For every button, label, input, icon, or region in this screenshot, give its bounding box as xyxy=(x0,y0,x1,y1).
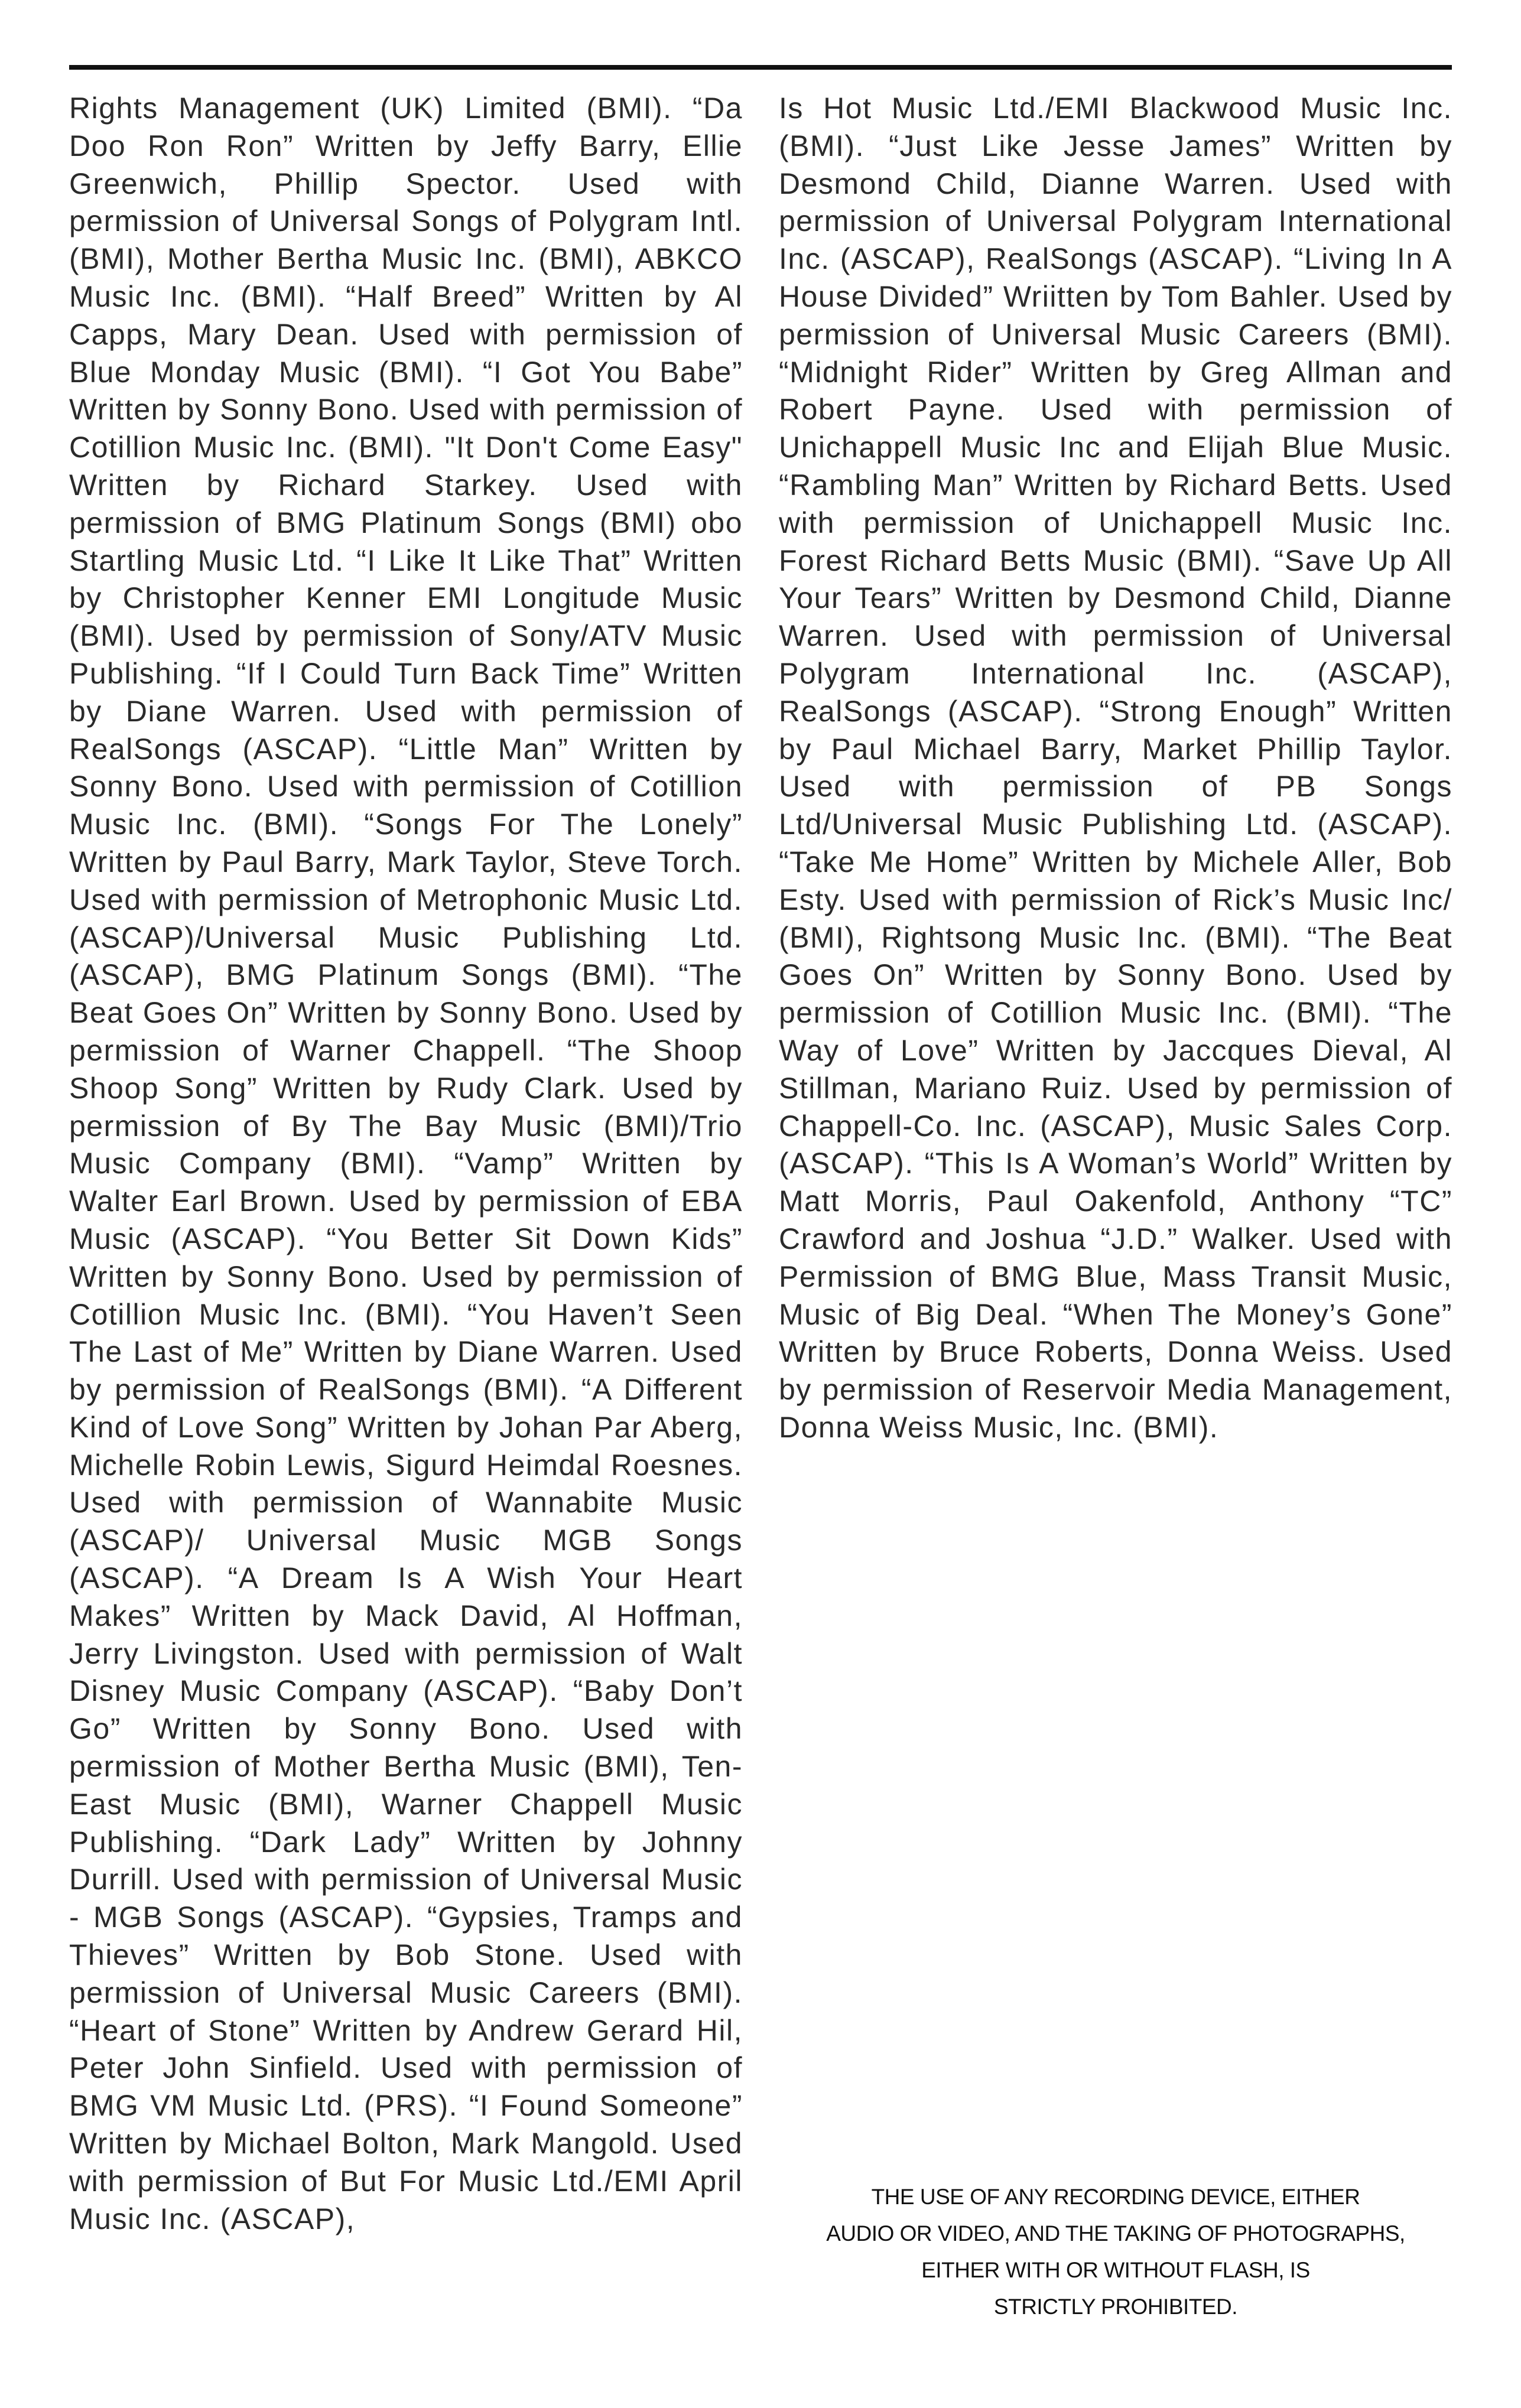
notice-line-2: AUDIO OR VIDEO, AND THE TAKING OF PHOTOGRAPHS, xyxy=(826,2221,1405,2246)
notice-line-3: EITHER WITH OR WITHOUT FLASH, IS xyxy=(921,2258,1310,2282)
credits-right-column: Is Hot Music Ltd./EMI Blackwood Music Inc. (BMI). “Just Like Jesse James” Written by Desmond Child, Dianne Warren. Used with permission of Universal Polygram International Inc. (ASCAP), RealSongs (ASCAP). “Living In A House Divided” Wriitten by Tom Bahler. Used by permission of Universal Music Careers (BMI). “Midnight Rider” Written by Greg Allman and Robert Payne. Used with permission of Unichappell Music Inc and Elijah Blue Music. “Rambling Man” Written by Richard Betts. Used with permission of Unichappell Music Inc. Forest Richard Betts Music (BMI). “Save Up All Your Tears” Written by Desmond Child, Dianne Warren. Used with permission of Universal Polygram International Inc. (ASCAP), RealSongs (ASCAP). “Strong Enough” Written by Paul Michael Barry, Market Phillip Taylor. Used with permission of PB Songs Ltd/Universal Music Publishing Ltd. (ASCAP). “Take Me Home” Written by Michele Aller, Bob Esty. Used with permission of Rick’s Music Inc/ (BMI), Rightsong Music Inc. (BMI). “The Beat Goes On” Written by Sonny Bono. Used by permission of Cotillion Music Inc. (BMI). “The Way of Love” Written by Jaccques Dieval, Al Stillman, Mariano Ruiz. Used by permission of Chappell-Co. Inc. (ASCAP), Music Sales Corp. (ASCAP). “This Is A Woman’s World” Written by Matt Morris, Paul Oakenfold, Anthony “TC” Crawford and Joshua “J.D.” Walker. Used with Permission of BMG Blue, Mass Transit Music, Music of Big Deal. “When The Money’s Gone” Written by Bruce Roberts, Donna Weiss. Used by permission of Reservoir Media Management, Donna Weiss Music, Inc. (BMI). xyxy=(779,92,1452,1444)
top-divider-rule xyxy=(69,65,1452,70)
notice-line-4: STRICTLY PROHIBITED. xyxy=(993,2295,1238,2319)
notice-line-1: THE USE OF ANY RECORDING DEVICE, EITHER xyxy=(871,2185,1360,2209)
recording-prohibited-notice xyxy=(779,2179,1452,2325)
credits-left-column: Rights Management (UK) Limited (BMI). “Da Doo Ron Ron” Written by Jeffy Barry, Ellie Greenwich, Phillip Spector. Used with permission of Universal Songs of Polygram Intl. (BMI), Mother Bertha Music Inc. (BMI), ABKCO Music Inc. (BMI). “Half Breed” Written by Al Capps, Mary Dean. Used with permission of Blue Monday Music (BMI). “I Got You Babe” Written by Sonny Bono. Used with permission of Cotillion Music Inc. (BMI). "It Don't Come Easy" Written by Richard Starkey. Used with permission of BMG Platinum Songs (BMI) obo Startling Music Ltd. “I Like It Like That” Written by Christopher Kenner EMI Longitude Music (BMI). Used by permission of Sony/ATV Music Publishing. “If I Could Turn Back Time” Written by Diane Warren. Used with permission of RealSongs (ASCAP). “Little Man” Written by Sonny Bono. Used with permission of Cotillion Music Inc. (BMI). “Songs For The Lonely” Written by Paul Barry, Mark Taylor, Steve Torch. Used with permission of Metrophonic Music Ltd. (ASCAP)/Universal Music Publishing Ltd. (ASCAP), BMG Platinum Songs (BMI). “The Beat Goes On” Written by Sonny Bono. Used by permission of Warner Chappell. “The Shoop Shoop Song” Written by Rudy Clark. Used by permission of By The Bay Music (BMI)/Trio Music Company (BMI). “Vamp” Written by Walter Earl Brown. Used by permission of EBA Music (ASCAP). “You Better Sit Down Kids” Written by Sonny Bono. Used by permission of Cotillion Music Inc. (BMI). “You Haven’t Seen The Last of Me” Written by Diane Warren. Used by permission of RealSongs (BMI). “A Different Kind of Love Song” Written by Johan Par Aberg, Michelle Robin Lewis, Sigurd Heimdal Roesnes. Used with permission of Wannabite Music (ASCAP)/ Universal Music MGB Songs (ASCAP). “A Dream Is A Wish Your Heart Makes” Written by Mack David, Al Hoffman, Jerry Livingston. Used with permission of Walt Disney Music Company (ASCAP). “Baby Don’t Go” Written by Sonny Bono. Used with permission of Mother Bertha Music (BMI), Ten-East Music (BMI), Warner Chappell Music Publishing. “Dark Lady” Written by Johnny Durrill. Used with permission of Universal Music - MGB Songs (ASCAP). “Gypsies, Tramps and Thieves” Written by Bob Stone. Used with permission of Universal Music Careers (BMI). “Heart of Stone” Written by Andrew Gerard Hil, Peter John Sinfield. Used with permission of BMG VM Music Ltd. (PRS). “I Found Someone” Written by Michael Bolton, Mark Mangold. Used with permission of But For Music Ltd./EMI April Music Inc. (ASCAP), xyxy=(69,92,743,2235)
